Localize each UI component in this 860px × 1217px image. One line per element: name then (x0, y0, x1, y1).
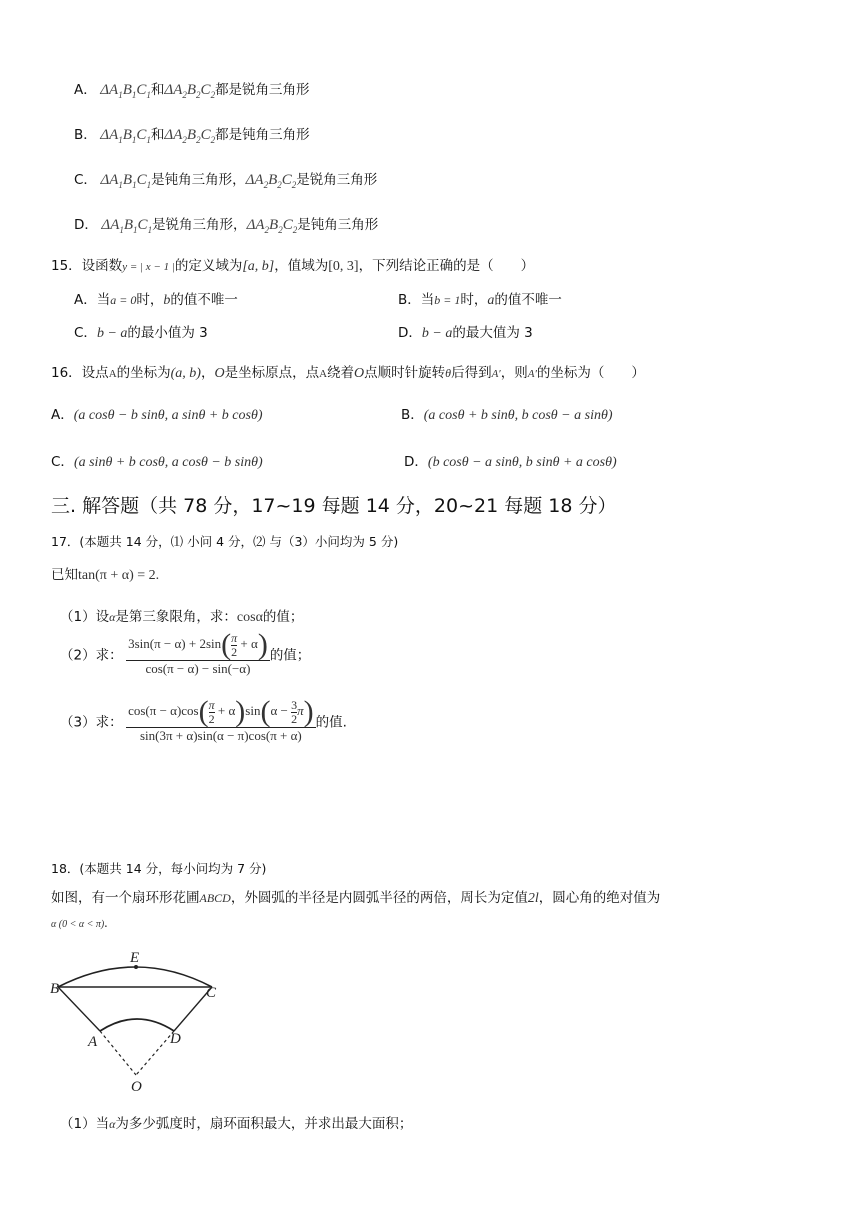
q16-option-a: A．(a cosθ − b sinθ, a sinθ + b cosθ) (51, 407, 263, 423)
triangle-2: $\Delta A_2B_2C_2$ (164, 127, 216, 145)
q15-option-a: A．当a = 0时，b的值不唯一 (74, 292, 238, 308)
dashed-ao (100, 1031, 136, 1075)
triangle-2: $\Delta A_2B_2C_2$ (246, 217, 298, 235)
q15-option-b: B．当b = 1时，a的值不唯一 (398, 292, 562, 308)
triangle-1: $\Delta A_1B_1C_1$ (100, 82, 151, 100)
triangle-2: $\Delta A_2B_2C_2$ (164, 82, 216, 100)
q18-stem: 如图，有一个扇环形花圃ABCD，外圆弧的半径是内圆弧半径的两倍，周长为定值2l，圆心角的绝对值为 (51, 890, 661, 906)
q14-option-a: A． $\Delta A_1B_1C_1$和$\Delta A_2B_2C_2$都是锐角三角形 (74, 82, 310, 100)
outer-arc (58, 967, 212, 987)
q17-given: 已知tan(π + α) = 2. (51, 567, 160, 583)
q15-option-c: C．b − a的最小值为 3 (74, 325, 208, 341)
label-a: A (88, 1034, 98, 1050)
q14-option-c: C． $\Delta A_1B_1C_1$是钝角三角形，$\Delta A_2B_2C_2$是锐角三角形 (74, 172, 378, 190)
q16-option-c: C．(a sinθ + b cosθ, a cosθ − b sinθ) (51, 454, 263, 470)
inner-arc (100, 1019, 174, 1031)
triangle-1: $\Delta A_1B_1C_1$ (100, 172, 152, 190)
fraction-expr-3: cos(π − α)cos( $\frac{\pi}{2}$ + α)sin(α − $\frac{3}{2}$ π) sin(3π + α)sin(α − π)cos(π + α) (128, 695, 314, 743)
label-e: E (130, 950, 140, 966)
label-d: D (170, 1031, 181, 1047)
range-expr: [0, 3] (328, 259, 359, 274)
domain-expr: [a, b] (242, 259, 275, 274)
q15-option-d: D．b − a的最大值为 3 (398, 325, 533, 341)
q18-part-1: （1）当α为多少弧度时，扇环面积最大，并求出最大面积； (60, 1116, 413, 1132)
label-b: B (50, 981, 60, 997)
q14-option-d: D． $\Delta A_1B_1C_1$是锐角三角形，$\Delta A_2B_2C_2$是钝角三角形 (74, 217, 379, 235)
label-o: O (131, 1079, 142, 1095)
q15-stem: 15．设函数y = | x − 1 |的定义域为[a, b]，值域为[0, 3]，下列结论正确的是（ ） (51, 258, 535, 274)
triangle-1: $\Delta A_1B_1C_1$ (100, 127, 151, 145)
q14-option-b: B． $\Delta A_1B_1C_1$和$\Delta A_2B_2C_2$都是钝角三角形 (74, 127, 310, 145)
section-3-heading: 三. 解答题（共 78 分，17~19 每题 14 分，20~21 每题 18 分） (51, 495, 617, 517)
q18-angle-range: α (0 < α < π). (51, 916, 108, 931)
triangle-1: $\Delta A_1B_1C_1$ (101, 217, 153, 235)
segment-ba (58, 987, 100, 1031)
q16-option-b: B．(a cosθ + b sinθ, b cosθ − a sinθ) (401, 407, 613, 423)
function-expr: y = | x − 1 | (122, 261, 175, 273)
q16-stem: 16．设点A的坐标为(a, b)，O是坐标原点，点A绕着O点顺时针旋转θ后得到A′，则A′的坐标为（ ） (51, 365, 645, 381)
q17-heading: 17．(本题共 14 分，⑴ 小问 4 分，⑵ 与（3）小问均为 5 分) (51, 534, 399, 549)
q18-heading: 18．(本题共 14 分，每小问均为 7 分) (51, 861, 267, 876)
q16-option-d: D．(b cosθ − a sinθ, b sinθ + a cosθ) (404, 454, 617, 470)
q17-part-3: （3）求： cos(π − α)cos( $\frac{\pi}{2}$ + α)sin(α − $\frac{3}{2}$ π) sin(3π + α)sin(α − π)cos(π + α) 的值. (60, 695, 347, 743)
q17-part-1: （1）设α是第三象限角，求：cosα的值； (60, 609, 304, 625)
label-c: C (206, 985, 217, 1001)
triangle-2: $\Delta A_2B_2C_2$ (245, 172, 297, 190)
fraction-expr-2: 3sin(π − α) + 2sin( $\frac{\pi}{2}$ + α) cos(π − α) − sin(−α) (128, 628, 268, 676)
q17-part-2: （2）求： 3sin(π − α) + 2sin( $\frac{\pi}{2}$ + α) cos(π − α) − sin(−α) 的值； (60, 628, 311, 676)
sector-ring-figure (48, 945, 228, 1095)
dashed-do (136, 1031, 174, 1075)
